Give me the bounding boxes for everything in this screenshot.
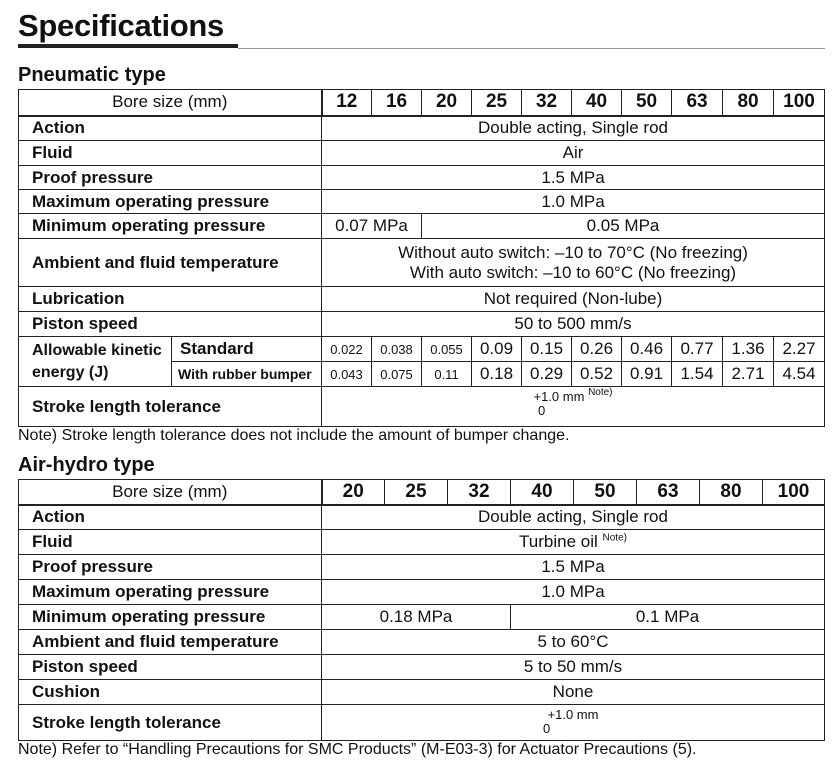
table-row — [19, 337, 825, 362]
tolerance-note: Note) — [588, 387, 613, 398]
kinetic-cell: 4.54 — [774, 362, 825, 387]
airhydro-footnote: Note) Refer to “Handling Precautions for SMC Products” (M-E03-3) for Actuator Precautions (5). — [18, 741, 697, 758]
page-title: Specifications — [18, 8, 224, 43]
fluid-note: Note) — [602, 532, 627, 544]
row-value: Double acting, Single rod — [322, 505, 825, 530]
kinetic-cell: 0.022 — [322, 337, 372, 362]
row-value: 0.18 MPa — [322, 605, 511, 630]
table-row — [19, 90, 825, 116]
table-row — [19, 480, 825, 505]
bore-cell: 40 — [572, 90, 622, 116]
bore-cell: 50 — [622, 90, 672, 116]
row-label: Maximum operating pressure — [19, 580, 322, 605]
rubber-bumper-label: With rubber bumper — [172, 362, 322, 387]
bore-cell: 80 — [700, 480, 763, 505]
tolerance-lower: 0 — [538, 403, 546, 418]
row-label: Piston speed — [19, 312, 322, 337]
row-label: Cushion — [19, 680, 322, 705]
kinetic-cell: 2.71 — [723, 362, 774, 387]
tolerance-lower: 0 — [543, 721, 551, 736]
row-value: Air — [322, 141, 825, 166]
row-label: Proof pressure — [19, 166, 322, 190]
row-label: Action — [19, 116, 322, 141]
bore-cell: 100 — [763, 480, 825, 505]
row-value: 1.0 MPa — [322, 190, 825, 214]
row-value: 0.05 MPa — [422, 214, 825, 239]
row-value: 5 to 60°C — [322, 630, 825, 655]
kinetic-cell: 0.77 — [672, 337, 723, 362]
row-label: Fluid — [19, 141, 322, 166]
row-label: Stroke length tolerance — [19, 705, 322, 741]
row-label: Proof pressure — [19, 555, 322, 580]
row-value: None — [322, 680, 825, 705]
bore-size-label: Bore size (mm) — [19, 480, 322, 505]
standard-label: Standard — [172, 337, 322, 362]
bore-cell: 16 — [372, 90, 422, 116]
kinetic-cell: 0.055 — [422, 337, 472, 362]
row-value — [322, 239, 825, 287]
kinetic-cell: 2.27 — [774, 337, 825, 362]
kinetic-cell: 1.54 — [672, 362, 723, 387]
kinetic-cell: 0.52 — [572, 362, 622, 387]
table-row — [19, 239, 825, 287]
table-row — [19, 655, 825, 680]
table-row — [19, 630, 825, 655]
tolerance-upper: +1.0 mm — [533, 389, 585, 404]
tolerance-upper: +1.0 mm — [547, 707, 599, 722]
row-value: Not required (Non-lube) — [322, 287, 825, 312]
table-row — [19, 214, 825, 239]
table-row — [19, 141, 825, 166]
fluid-value: Turbine oil — [519, 532, 598, 551]
bore-cell: 12 — [322, 90, 372, 116]
row-value: 5 to 50 mm/s — [322, 655, 825, 680]
kinetic-cell: 0.91 — [622, 362, 672, 387]
airhydro-spec-table — [18, 479, 825, 741]
stroke-tolerance — [533, 705, 613, 735]
kinetic-cell: 0.043 — [322, 362, 372, 387]
row-label: Fluid — [19, 530, 322, 555]
row-value: 1.0 MPa — [322, 580, 825, 605]
row-value: 1.5 MPa — [322, 555, 825, 580]
airhydro-heading: Air-hydro type — [18, 454, 155, 476]
table-row — [19, 680, 825, 705]
kinetic-cell: 0.26 — [572, 337, 622, 362]
row-label: Minimum operating pressure — [19, 214, 322, 239]
bore-cell: 32 — [522, 90, 572, 116]
table-row — [19, 166, 825, 190]
bore-cell: 80 — [723, 90, 774, 116]
row-value: 0.07 MPa — [322, 214, 422, 239]
table-row — [19, 287, 825, 312]
row-label: Maximum operating pressure — [19, 190, 322, 214]
row-label: Lubrication — [19, 287, 322, 312]
table-row — [19, 530, 825, 555]
pneumatic-heading: Pneumatic type — [18, 64, 166, 86]
pneumatic-footnote: Note) Stroke length tolerance does not include the amount of bumper change. — [18, 427, 570, 444]
table-row — [19, 190, 825, 214]
table-row — [19, 705, 825, 741]
row-label: Ambient and fluid temperature — [19, 239, 322, 287]
table-row — [19, 505, 825, 530]
kinetic-cell: 0.11 — [422, 362, 472, 387]
row-label: Minimum operating pressure — [19, 605, 322, 630]
row-value: Double acting, Single rod — [322, 116, 825, 141]
row-label: Piston speed — [19, 655, 322, 680]
table-row — [19, 605, 825, 630]
kinetic-cell: 0.46 — [622, 337, 672, 362]
bore-cell: 63 — [637, 480, 700, 505]
kinetic-cell: 0.09 — [472, 337, 522, 362]
temp-line-2: With auto switch: –10 to 60°C (No freezing) — [409, 262, 737, 282]
kinetic-cell: 1.36 — [723, 337, 774, 362]
bore-size-label: Bore size (mm) — [19, 90, 322, 116]
table-row — [19, 580, 825, 605]
bore-cell: 40 — [511, 480, 574, 505]
row-value: 0.1 MPa — [511, 605, 825, 630]
table-row — [19, 116, 825, 141]
kinetic-cell: 0.15 — [522, 337, 572, 362]
row-label: Stroke length tolerance — [19, 387, 322, 427]
row-value — [322, 530, 825, 555]
table-row — [19, 555, 825, 580]
row-value: 1.5 MPa — [322, 166, 825, 190]
table-row — [19, 312, 825, 337]
kinetic-energy-label: Allowable kinetic energy (J) — [19, 337, 172, 387]
bore-cell: 20 — [422, 90, 472, 116]
bore-cell: 50 — [574, 480, 637, 505]
table-row — [19, 387, 825, 427]
pneumatic-spec-table — [18, 89, 825, 427]
row-label: Ambient and fluid temperature — [19, 630, 322, 655]
kinetic-cell: 0.038 — [372, 337, 422, 362]
temp-line-1: Without auto switch: –10 to 70°C (No freezing) — [398, 242, 748, 262]
kinetic-cell: 0.075 — [372, 362, 422, 387]
row-value: 50 to 500 mm/s — [322, 312, 825, 337]
bore-cell: 20 — [322, 480, 385, 505]
bore-cell: 32 — [448, 480, 511, 505]
title-rule — [18, 44, 238, 48]
title-rule-thin — [238, 48, 825, 49]
bore-cell: 63 — [672, 90, 723, 116]
kinetic-cell: 0.18 — [472, 362, 522, 387]
row-label: Action — [19, 505, 322, 530]
bore-cell: 100 — [774, 90, 825, 116]
kinetic-cell: 0.29 — [522, 362, 572, 387]
row-value — [322, 387, 825, 427]
row-value — [322, 705, 825, 741]
stroke-tolerance — [518, 387, 628, 421]
bore-cell: 25 — [385, 480, 448, 505]
bore-cell: 25 — [472, 90, 522, 116]
